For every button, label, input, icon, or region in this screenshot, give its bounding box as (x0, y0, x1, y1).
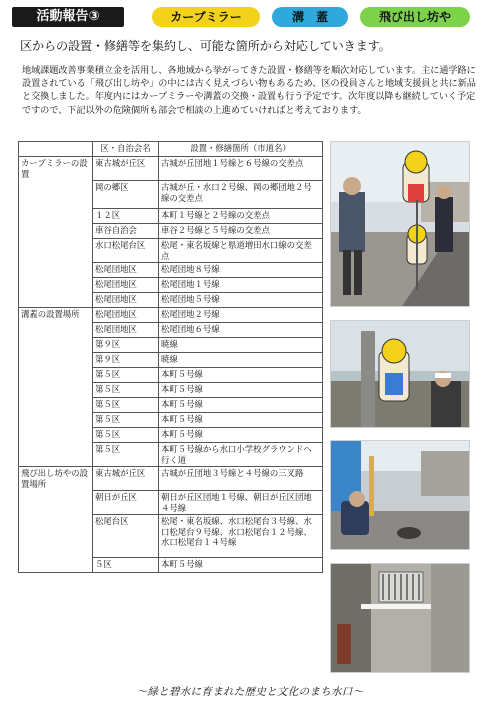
table-cell-location: 松尾・東名坂線、水口松尾台３号線、水口松尾台９号線、水口松尾台１２号線、水口松尾台１４号線 (159, 515, 323, 558)
table-row (19, 353, 323, 368)
table-cell-category: 溝蓋の設置場所 (19, 308, 93, 323)
table-cell-area: 車谷自治会 (93, 224, 159, 239)
table-cell-category (19, 398, 93, 413)
table-cell-area: ５区 (93, 558, 159, 573)
table-cell-category (19, 181, 93, 209)
table-cell-location: 本町５号線から水口小学校グラウンドへ行く道 (159, 443, 323, 467)
table-cell-area: 松尾台区 (93, 515, 159, 558)
photo-tobidashi-boya-sign (330, 320, 470, 428)
table-header-location: 設置・修繕箇所（市道名） (159, 142, 323, 157)
table-cell-area: 第５区 (93, 443, 159, 467)
table-cell-category (19, 209, 93, 224)
table-cell-location: 松尾団地２号線 (159, 308, 323, 323)
footer-slogan: ～緑と碧水に育まれた歴史と文化のまち水口～ (136, 686, 364, 698)
table-cell-location: 車谷２号線と５号線の交差点 (159, 224, 323, 239)
table-cell-category: カーブミラーの設置 (19, 157, 93, 181)
table-row (19, 443, 323, 467)
table-cell-area: 水口松尾台区 (93, 239, 159, 263)
table-cell-area: 第５区 (93, 428, 159, 443)
table-cell-area: 松尾団地区 (93, 263, 159, 278)
table-row (19, 368, 323, 383)
table-cell-area: 松尾団地区 (93, 323, 159, 338)
table-cell-category (19, 383, 93, 398)
table-cell-category (19, 515, 93, 558)
table-row (19, 383, 323, 398)
table-cell-area: 第５区 (93, 383, 159, 398)
photo-gutter-cover (330, 563, 470, 673)
table-cell-location: 本町５号線 (159, 398, 323, 413)
table-cell-area: 松尾団地区 (93, 293, 159, 308)
table-row (19, 209, 323, 224)
table-row (19, 239, 323, 263)
table-cell-category (19, 278, 93, 293)
table-row (19, 558, 323, 573)
table-cell-location: 松尾団地１号線 (159, 278, 323, 293)
table-cell-area: 岡の郷区 (93, 181, 159, 209)
table-cell-area: 第５区 (93, 398, 159, 413)
table-row (19, 515, 323, 558)
table-row (19, 398, 323, 413)
table-cell-location: 本町５号線 (159, 383, 323, 398)
table-cell-location: 松尾団地８号線 (159, 263, 323, 278)
table-row (19, 181, 323, 209)
table-cell-category (19, 338, 93, 353)
table-header-row (19, 142, 323, 157)
body-paragraph: 地域課題改善事業積立金を活用し、各地域から挙がってきた設置・修繕等を順次対応しています。主に通学路に設置されている「飛び出し坊や」の中には古く見えづらい物もあるため、区の役員さんと地域支援員と共に新品と交換しました。年度内にはカーブミラーや溝蓋の交換・設置も行う予定です。次年度以降も継続していく予定ですので、下記以外の危険個所も部会で相談の上進めていければと考えております。 (22, 65, 476, 116)
table-cell-location: 暁線 (159, 353, 323, 368)
table-cell-location: 本町５号線 (159, 413, 323, 428)
table-cell-area: 第９区 (93, 338, 159, 353)
table-cell-location: 古城が丘団地３号線と４号線の三叉路 (159, 467, 323, 491)
table-cell-category (19, 443, 93, 467)
table-cell-location: 松尾団地５号線 (159, 293, 323, 308)
table-row (19, 491, 323, 515)
table-cell-area: 第９区 (93, 353, 159, 368)
table-cell-category (19, 558, 93, 573)
table-cell-category (19, 239, 93, 263)
table-cell-category (19, 491, 93, 515)
table-cell-category (19, 428, 93, 443)
table-cell-category (19, 293, 93, 308)
table-cell-category (19, 368, 93, 383)
table-cell-area: 東古城が丘区 (93, 157, 159, 181)
table-cell-location: 松尾・東名坂線と県道増田水口線の交差点 (159, 239, 323, 263)
table-row (19, 467, 323, 491)
table-row (19, 428, 323, 443)
table-row (19, 413, 323, 428)
table-cell-area: 松尾団地区 (93, 278, 159, 293)
lead-heading: 区からの設置・修繕等を集約し、可能な箇所から対応していきます。 (20, 39, 391, 53)
tag-curve-mirror: カーブミラー (152, 7, 260, 27)
table-cell-area: １２区 (93, 209, 159, 224)
table-cell-category (19, 224, 93, 239)
table-cell-location: 本町５号線 (159, 368, 323, 383)
table-row (19, 157, 323, 181)
table-row (19, 224, 323, 239)
table-cell-area: 松尾団地区 (93, 308, 159, 323)
tag-tobidashi-boya: 飛び出し坊や (360, 7, 470, 27)
table-row (19, 263, 323, 278)
table-header-category (19, 142, 93, 157)
photo-gutter-work (330, 440, 470, 550)
table-cell-area: 第５区 (93, 413, 159, 428)
table-cell-category (19, 323, 93, 338)
table-cell-area: 朝日が丘区 (93, 491, 159, 515)
table-cell-location: 本町５号線 (159, 558, 323, 573)
table-row (19, 338, 323, 353)
table-row (19, 278, 323, 293)
table-cell-location: 本町５号線 (159, 428, 323, 443)
table-cell-location: 古城が丘・水口２号線、岡の郷団地２号線の交差点 (159, 181, 323, 209)
table-cell-category (19, 353, 93, 368)
photo-tobidashi-boya-installation (330, 141, 470, 307)
table-cell-area: 第５区 (93, 368, 159, 383)
table-cell-location: 暁線 (159, 338, 323, 353)
installation-table (18, 141, 323, 573)
table-cell-location: 松尾団地６号線 (159, 323, 323, 338)
table-cell-category (19, 413, 93, 428)
table-row (19, 323, 323, 338)
report-label: 活動報告③ (12, 7, 124, 27)
table-cell-location: 朝日が丘区団地１号線、朝日が丘区団地４号線 (159, 491, 323, 515)
table-cell-category: 飛び出し坊やの設置場所 (19, 467, 93, 491)
table-cell-location: 古城が丘団地１号線と６号線の交差点 (159, 157, 323, 181)
table-header-area: 区・自治会名 (93, 142, 159, 157)
table-cell-area: 東古城が丘区 (93, 467, 159, 491)
table-cell-category (19, 263, 93, 278)
table-row (19, 293, 323, 308)
tag-gutter-cover: 溝 蓋 (272, 7, 348, 27)
table-cell-location: 本町１号線と２号線の交差点 (159, 209, 323, 224)
report-header (10, 6, 490, 30)
table-row (19, 308, 323, 323)
